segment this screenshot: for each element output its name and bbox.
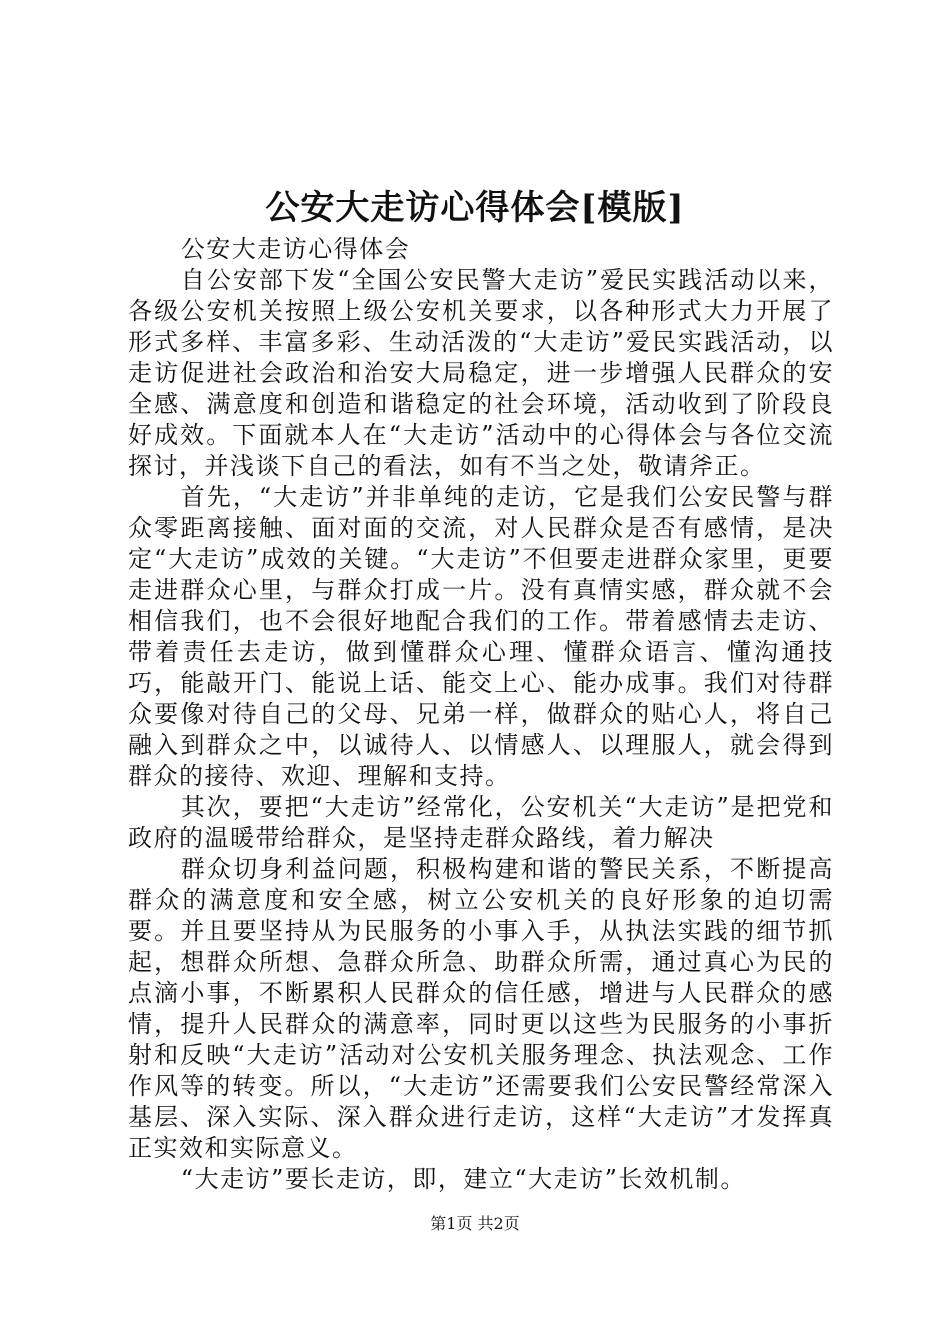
paragraph: 群众切身利益问题，积极构建和谐的警民关系，不断提高群众的满意度和安全感，树立公安机关的良好形象的迫切需要。并且要坚持从为民服务的小事入手，从执法实践的细节抓起，想群众所想、急群众所急、助群众所需，通过真心为民的点滴小事，不断累积人民群众的信任感，增进与人民群众的感情，提升人民群众的满意率，同时更以这些为民服务的小事折射和反映“大走访”活动对公安机关服务理念、执法观念、工作作风等的转变。所以，“大走访”还需要我们公安民警经常深入基层、深入实际、深入群众进行走访，这样“大走访”才发挥真正实效和实际意义。 [128,855,834,1162]
paragraph: “大走访”要长走访，即，建立“大走访”长效机制。 [180,1165,746,1193]
paragraph-subtitle: 公安大走访心得体会 [180,235,411,263]
document-title: 公安大走访心得体会[模版] [265,188,685,228]
page-footer: 第1页 共2页 [430,1214,520,1233]
paragraph: 其次，要把“大走访”经常化，公安机关“大走访”是把党和政府的温暖带给群众，是坚持走群众路线，着力解决 [128,793,834,852]
paragraph: 首先，“大走访”并非单纯的走访，它是我们公安民警与群众零距离接触、面对面的交流，对人民群众是否有感情，是决定“大走访”成效的关键。“大走访”不但要走进群众家里，更要走进群众心里，与群众打成一片。没有真情实感，群众就不会相信我们，也不会很好地配合我们的工作。带着感情去走访、带着责任去走访，做到懂群众心理、懂群众语言、懂沟通技巧，能敲开门、能说上话、能交上心、能办成事。我们对待群众要像对待自己的父母、兄弟一样，做群众的贴心人，将自己融入到群众之中，以诚待人、以情感人、以理服人，就会得到群众的接待、欢迎、理解和支持。 [128,483,834,790]
document-body [128,234,834,1195]
paragraph: 自公安部下发“全国公安民警大走访”爱民实践活动以来，各级公安机关按照上级公安机关要求，以各种形式大力开展了形式多样、丰富多彩、生动活泼的“大走访”爱民实践活动，以走访促进社会政治和治安大局稳定，进一步增强人民群众的安全感、满意度和创造和谐稳定的社会环境，活动收到了阶段良好成效。下面就本人在“大走访”活动中的心得体会与各位交流探讨，并浅谈下自己的看法，如有不当之处，敬请斧正。 [128,266,834,480]
